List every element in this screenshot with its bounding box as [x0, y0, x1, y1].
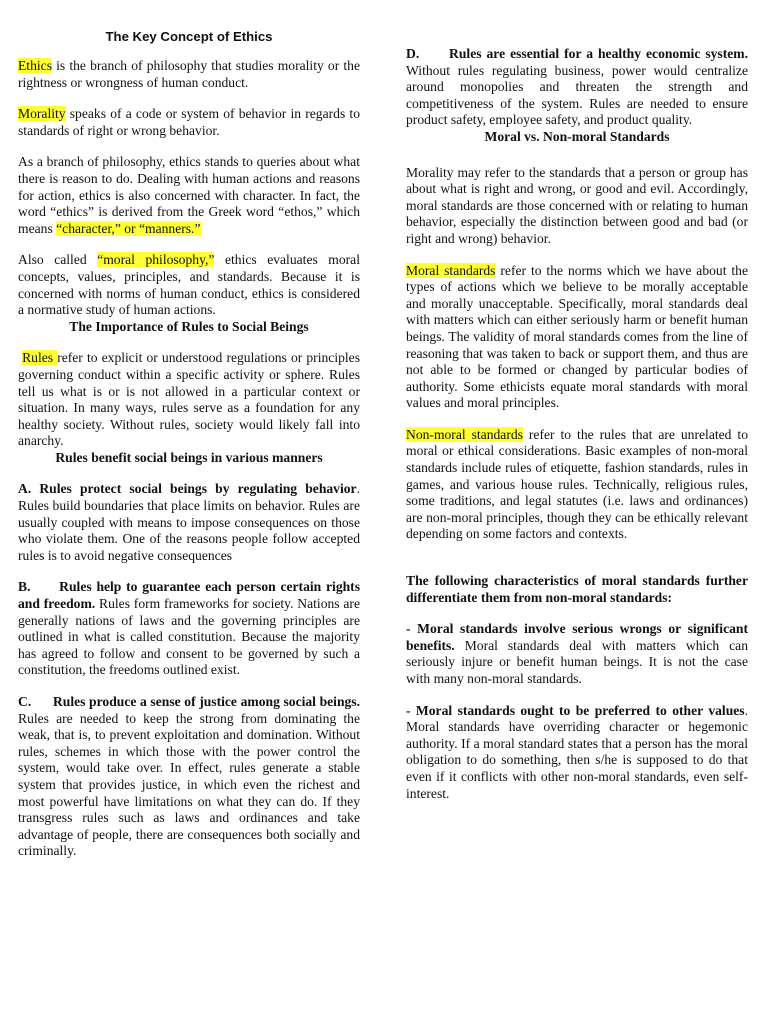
ethics-term: Ethics — [18, 58, 52, 73]
right-column — [406, 46, 748, 802]
moral-standards-term: Moral standards — [406, 262, 496, 278]
rules-term: Rules — [22, 350, 58, 366]
characteristic-1-text: Moral standards deal with matters which can seriously injure or benefit human beings. It is not the case with many non-moral standards. — [406, 637, 748, 686]
moral-standards-paragraph — [406, 263, 748, 412]
characteristic-2-bold: - Moral standards ought to be preferred to other values — [406, 702, 745, 718]
rule-d-bold: D. Rules are essential for a healthy economic system. — [406, 46, 748, 61]
morality-term: Morality — [18, 106, 66, 122]
rules-definition: refer to explicit or understood regulations or principles governing conduct within a specific activity or sphere. Rules tell us what is or is not allowed in a particular context or situation. In many ways, rules serve as a foundation for any healthy society. Without rules, society would likely fall into anarchy. — [18, 350, 360, 449]
characteristics-heading — [406, 573, 748, 606]
benefit-heading: Rules benefit social beings in various manners — [55, 449, 323, 465]
rule-a-paragraph — [18, 481, 360, 564]
morality-definition: speaks of a code or system of behavior in regards to standards of right or wrong behavior. — [18, 106, 360, 138]
rule-c-paragraph — [18, 694, 360, 860]
rules-paragraph — [18, 350, 360, 450]
rule-a-bold: A. Rules protect social beings by regulating behavior — [18, 481, 357, 497]
characteristic-2-paragraph — [406, 703, 748, 803]
moral-philosophy-paragraph — [18, 252, 360, 318]
morality-refer-paragraph: Morality may refer to the standards that a person or group has about what is right and wrong, or good and evil. Accordingly, moral standards are those concerned with or relating to human behavior, especially the distinction between good and bad (or right and wrong) behavior. — [406, 164, 748, 246]
moral-standards-definition: refer to the norms which we have about the types of actions which we believe to be morally acceptable and morally unacceptable. Specifically, moral standards deal with matters which can either seriously harm or benefit human beings. The validity of moral standards comes from the line of reasoning that was taken to back or support them, and thus are not able to be formed or changed by particular bodies of authority. Some ethicists equate moral standards with moral values and moral principles. — [406, 262, 748, 411]
rule-b-text: Rules form frameworks for society. Nations are generally nations of laws and the governing principles are outlined in what is called constitution. Because the majority has agreed to follow and consent to be governed by such a constitution, the freedoms outlined exist. — [18, 596, 360, 678]
characteristic-1-bold: - Moral standards involve serious wrongs or significant benefits. — [406, 621, 748, 653]
morality-paragraph — [18, 106, 360, 139]
characteristic-1-paragraph — [406, 621, 748, 687]
ethics-paragraph — [18, 58, 360, 91]
rule-c-bold: C. Rules produce a sense of justice among social beings. — [18, 694, 360, 709]
branch-highlight: “character,” or “manners.” — [56, 220, 201, 236]
nonmoral-standards-paragraph — [406, 427, 748, 543]
rule-b-paragraph — [18, 579, 364, 679]
rule-d-paragraph — [406, 46, 748, 129]
characteristic-2-text: . Moral standards have overriding character or hegemonic authority. If a moral standard states that a person has the moral obligation to do something, then s/he is supposed to do that even if it conflicts with other non-moral standards, even self-interest. — [406, 702, 748, 801]
also-called-text: Also called — [18, 252, 98, 268]
nonmoral-standards-definition: refer to the rules that are unrelated to moral or ethical considerations. Basic examples of non-moral standards include rules of etiquette, fashion standards, rules in games, and various house rules. Technically, religious rules, some traditions, and legal statutes (i.e. laws and ordinances) are non-moral principles, though they can be ethically relevant depending on some factors and contexts. — [406, 426, 748, 542]
moral-philosophy-highlight: “moral philosophy,” — [97, 252, 215, 268]
characteristics-heading-text: The following characteristics of moral standards further differentiate them from non-moral standards: — [406, 573, 748, 605]
rule-c-text: Rules are needed to keep the strong from dominating the weak, that is, to prevent exploitation and domination. Without rules, schemes in which those with the power control the system, would take over. In effect, rules generate a stable system that provides justice, in which even the richest and most powerful have limitations on what they can do. If they transgress rules such as laws and ordinances and take advantage of people, there are consequences both socially and criminally. — [18, 710, 360, 859]
moral-vs-nonmoral-heading: Moral vs. Non-moral Standards — [484, 128, 670, 144]
rule-a-text: . Rules build boundaries that place limits on behavior. Rules are usually coupled with means to impose consequences on those who violate them. One of the reasons people follow accepted rules is to avoid negative consequences — [18, 481, 360, 563]
importance-heading: The Importance of Rules to Social Beings — [69, 318, 309, 334]
rule-d-text: Without rules regulating business, power would centralize around monopolies and threaten the strength and competitiveness of the system. Rules are needed to ensure product safety, employee safety, and product quality. — [406, 62, 748, 128]
ethics-definition: is the branch of philosophy that studies morality or the rightness or wrongness of human conduct. — [18, 58, 360, 90]
branch-paragraph — [18, 154, 360, 237]
branch-text: As a branch of philosophy, ethics stands to queries about what there is reason to do. Dealing with human actions and reasons for action, ethics is also concerned with character. In fact, the word “ethics” is derived from the Greek word “ethos,” which means — [18, 154, 360, 236]
rule-b-bold: B. Rules help to guarantee each person certain rights and freedom. — [18, 579, 364, 612]
page-title: The Key Concept of Ethics — [105, 29, 273, 44]
nonmoral-standards-term: Non-moral standards — [406, 426, 523, 442]
left-column — [18, 28, 364, 860]
moral-philosophy-text: ethics evaluates moral concepts, values, principles, and standards. Because it is concerned with norms of human conduct, ethics is considered a normative study of human actions. — [18, 252, 360, 318]
